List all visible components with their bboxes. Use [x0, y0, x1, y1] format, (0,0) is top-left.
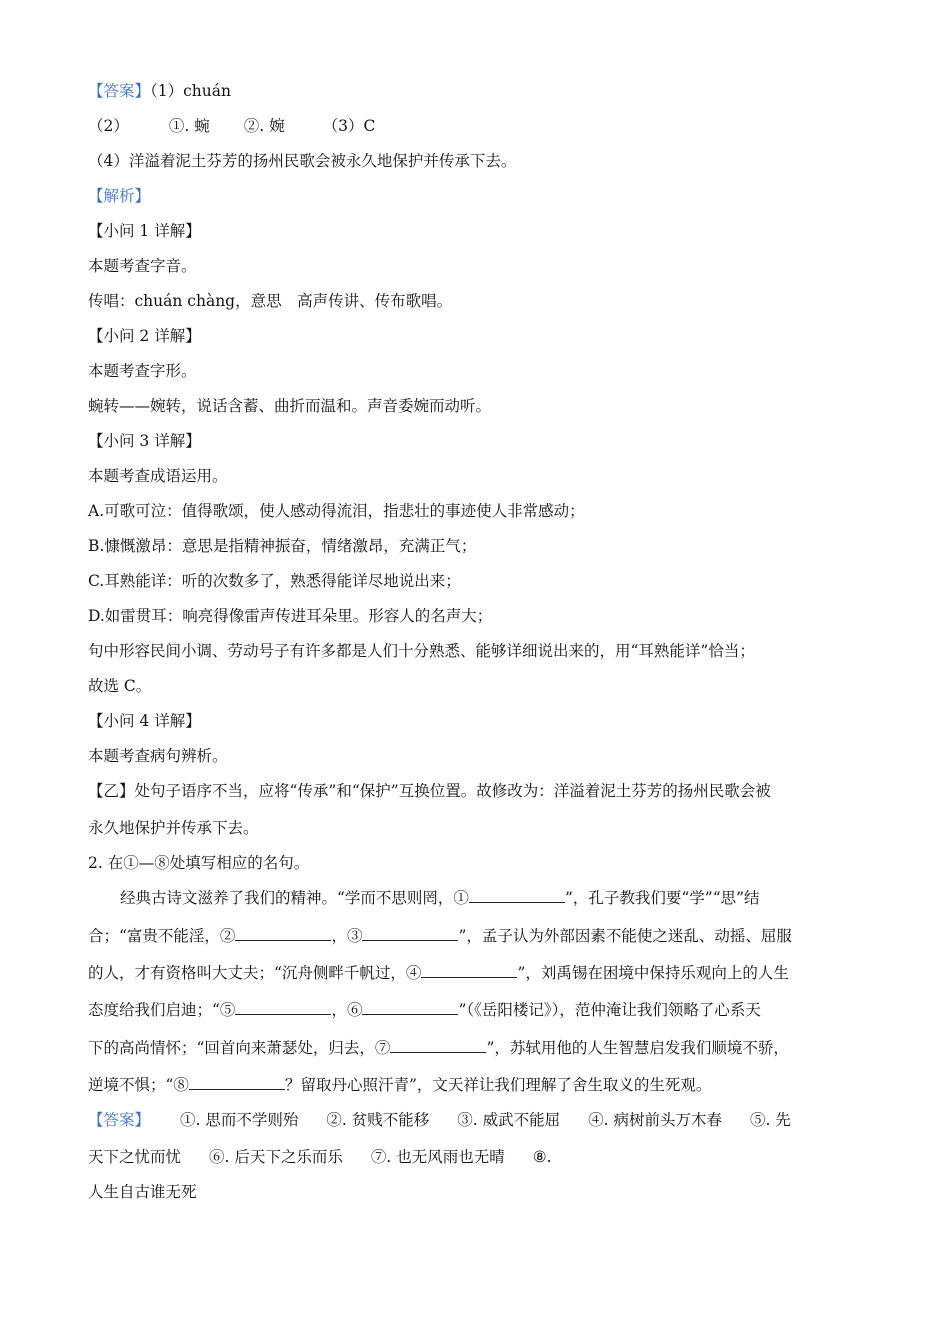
answer-1-line-1 — [88, 80, 231, 102]
subquestion-3-text: 本题考查成语运用。 — [88, 467, 228, 485]
fill-blank-1 — [469, 888, 565, 903]
answer-tag: 【答案】 — [88, 1111, 151, 1129]
subquestion-4-text: 本题考查病句辨析。 — [88, 747, 228, 765]
subquestion-4-heading: 【小问 4 详解】 — [88, 712, 201, 730]
fill-blank-6 — [362, 1000, 458, 1015]
answer-q2-b: ②. 婉 — [243, 117, 285, 135]
answer-q4: （4）洋溢着泥土芬芳的扬州民歌会被永久地保护并传承下去。 — [88, 152, 517, 170]
subquestion-4-text: 【乙】处句子语序不当，应将“传承”和“保护”互换位置。故修改为：洋溢着泥土芬芳的扬州民歌会被 — [88, 782, 771, 800]
passage-line: 经典古诗文滋养了我们的精神。“学而不思则罔，① ”，孔子教我们要“学”“思”结 — [120, 889, 760, 907]
analysis-tag: 【解析】 — [88, 187, 151, 205]
subquestion-1-text: 传唱：chuán chàng，意思 高声传讲、传布歌唱。 — [88, 292, 453, 310]
fill-blank-7 — [390, 1038, 486, 1053]
subquestion-4-text: 永久地保护并传承下去。 — [88, 819, 259, 837]
subquestion-3-heading: 【小问 3 详解】 — [88, 432, 201, 450]
answer-q2-a: ①. 蜿 — [168, 117, 210, 135]
subquestion-2-heading: 【小问 2 详解】 — [88, 327, 201, 345]
question-2-title: 2. 在①—⑧处填写相应的名句。 — [88, 854, 310, 872]
option-c: C.耳熟能详：听的次数多了，熟悉得能详尽地说出来； — [88, 572, 461, 590]
answer-q1: （1）chuán — [150, 82, 231, 100]
answer-tag: 【答案】 — [88, 82, 151, 100]
passage-line: 的人，才有资格叫大丈夫；“沉舟侧畔千帆过，④ ”，刘禹锡在困境中保持乐观向上的人生 — [88, 964, 789, 982]
fill-blank-3 — [362, 926, 458, 941]
passage-line: 逆境不惧；“⑧ ？留取丹心照汗青”，文天祥让我们理解了舍生取义的生死观。 — [88, 1076, 712, 1094]
fill-blank-5 — [235, 1000, 331, 1015]
option-a: A.可歌可泣：值得歌颂，使人感动得流泪，指悲壮的事迹使人非常感动； — [88, 502, 585, 520]
answer-q2-label: （2） — [88, 117, 129, 135]
subquestion-2-text: 蜿转——婉转，说话含蓄、曲折而温和。声音委婉而动听。 — [88, 397, 492, 415]
option-b: B.慷慨激昂：意思是指精神振奋，情绪激昂，充满正气； — [88, 537, 477, 555]
passage-line: 合；“富贵不能淫，② ，③ ”，孟子认为外部因素不能使之迷乱、动摇、屈服 — [88, 927, 792, 945]
subquestion-3-text: 句中形容民间小调、劳动号子有许多都是人们十分熟悉、能够详细说出来的，用“耳熟能详”恰当； — [88, 642, 755, 660]
option-d: D.如雷贯耳：响亮得像雷声传进耳朵里。形容人的名声大； — [88, 607, 493, 625]
subquestion-1-heading: 【小问 1 详解】 — [88, 222, 201, 240]
fill-blank-8 — [189, 1075, 285, 1090]
answer-1-line-2 — [88, 115, 375, 137]
passage-line: 下的高尚情怀；“回首向来萧瑟处，归去，⑦ ”，苏轼用他的人生智慧启发我们顺境不骄， — [88, 1039, 789, 1057]
subquestion-2-text: 本题考查字形。 — [88, 362, 197, 380]
fill-blank-2 — [235, 926, 331, 941]
subquestion-1-text: 本题考查字音。 — [88, 257, 197, 275]
answer-2-line-2: 天下之忧而忧 ⑥. 后天下之乐而乐 ⑦. 也无风雨也无晴 ⑧. — [88, 1148, 552, 1166]
passage-line: 态度给我们启迪；“⑤ ，⑥ ”（《岳阳楼记》），范仲淹让我们领略了心系天 — [88, 1001, 761, 1019]
answer-2-line-3: 人生自古谁无死 — [88, 1183, 197, 1201]
answer-2-line-1: 【答案】 ①. 思而不学则殆 ②. 贫贱不能移 ③. 威武不能屈 ④. 病树前头万木春 ⑤. 先 — [88, 1111, 791, 1129]
answer-q3: （3）C — [322, 117, 376, 135]
subquestion-3-text: 故选 C。 — [88, 677, 152, 695]
fill-blank-4 — [421, 963, 517, 978]
